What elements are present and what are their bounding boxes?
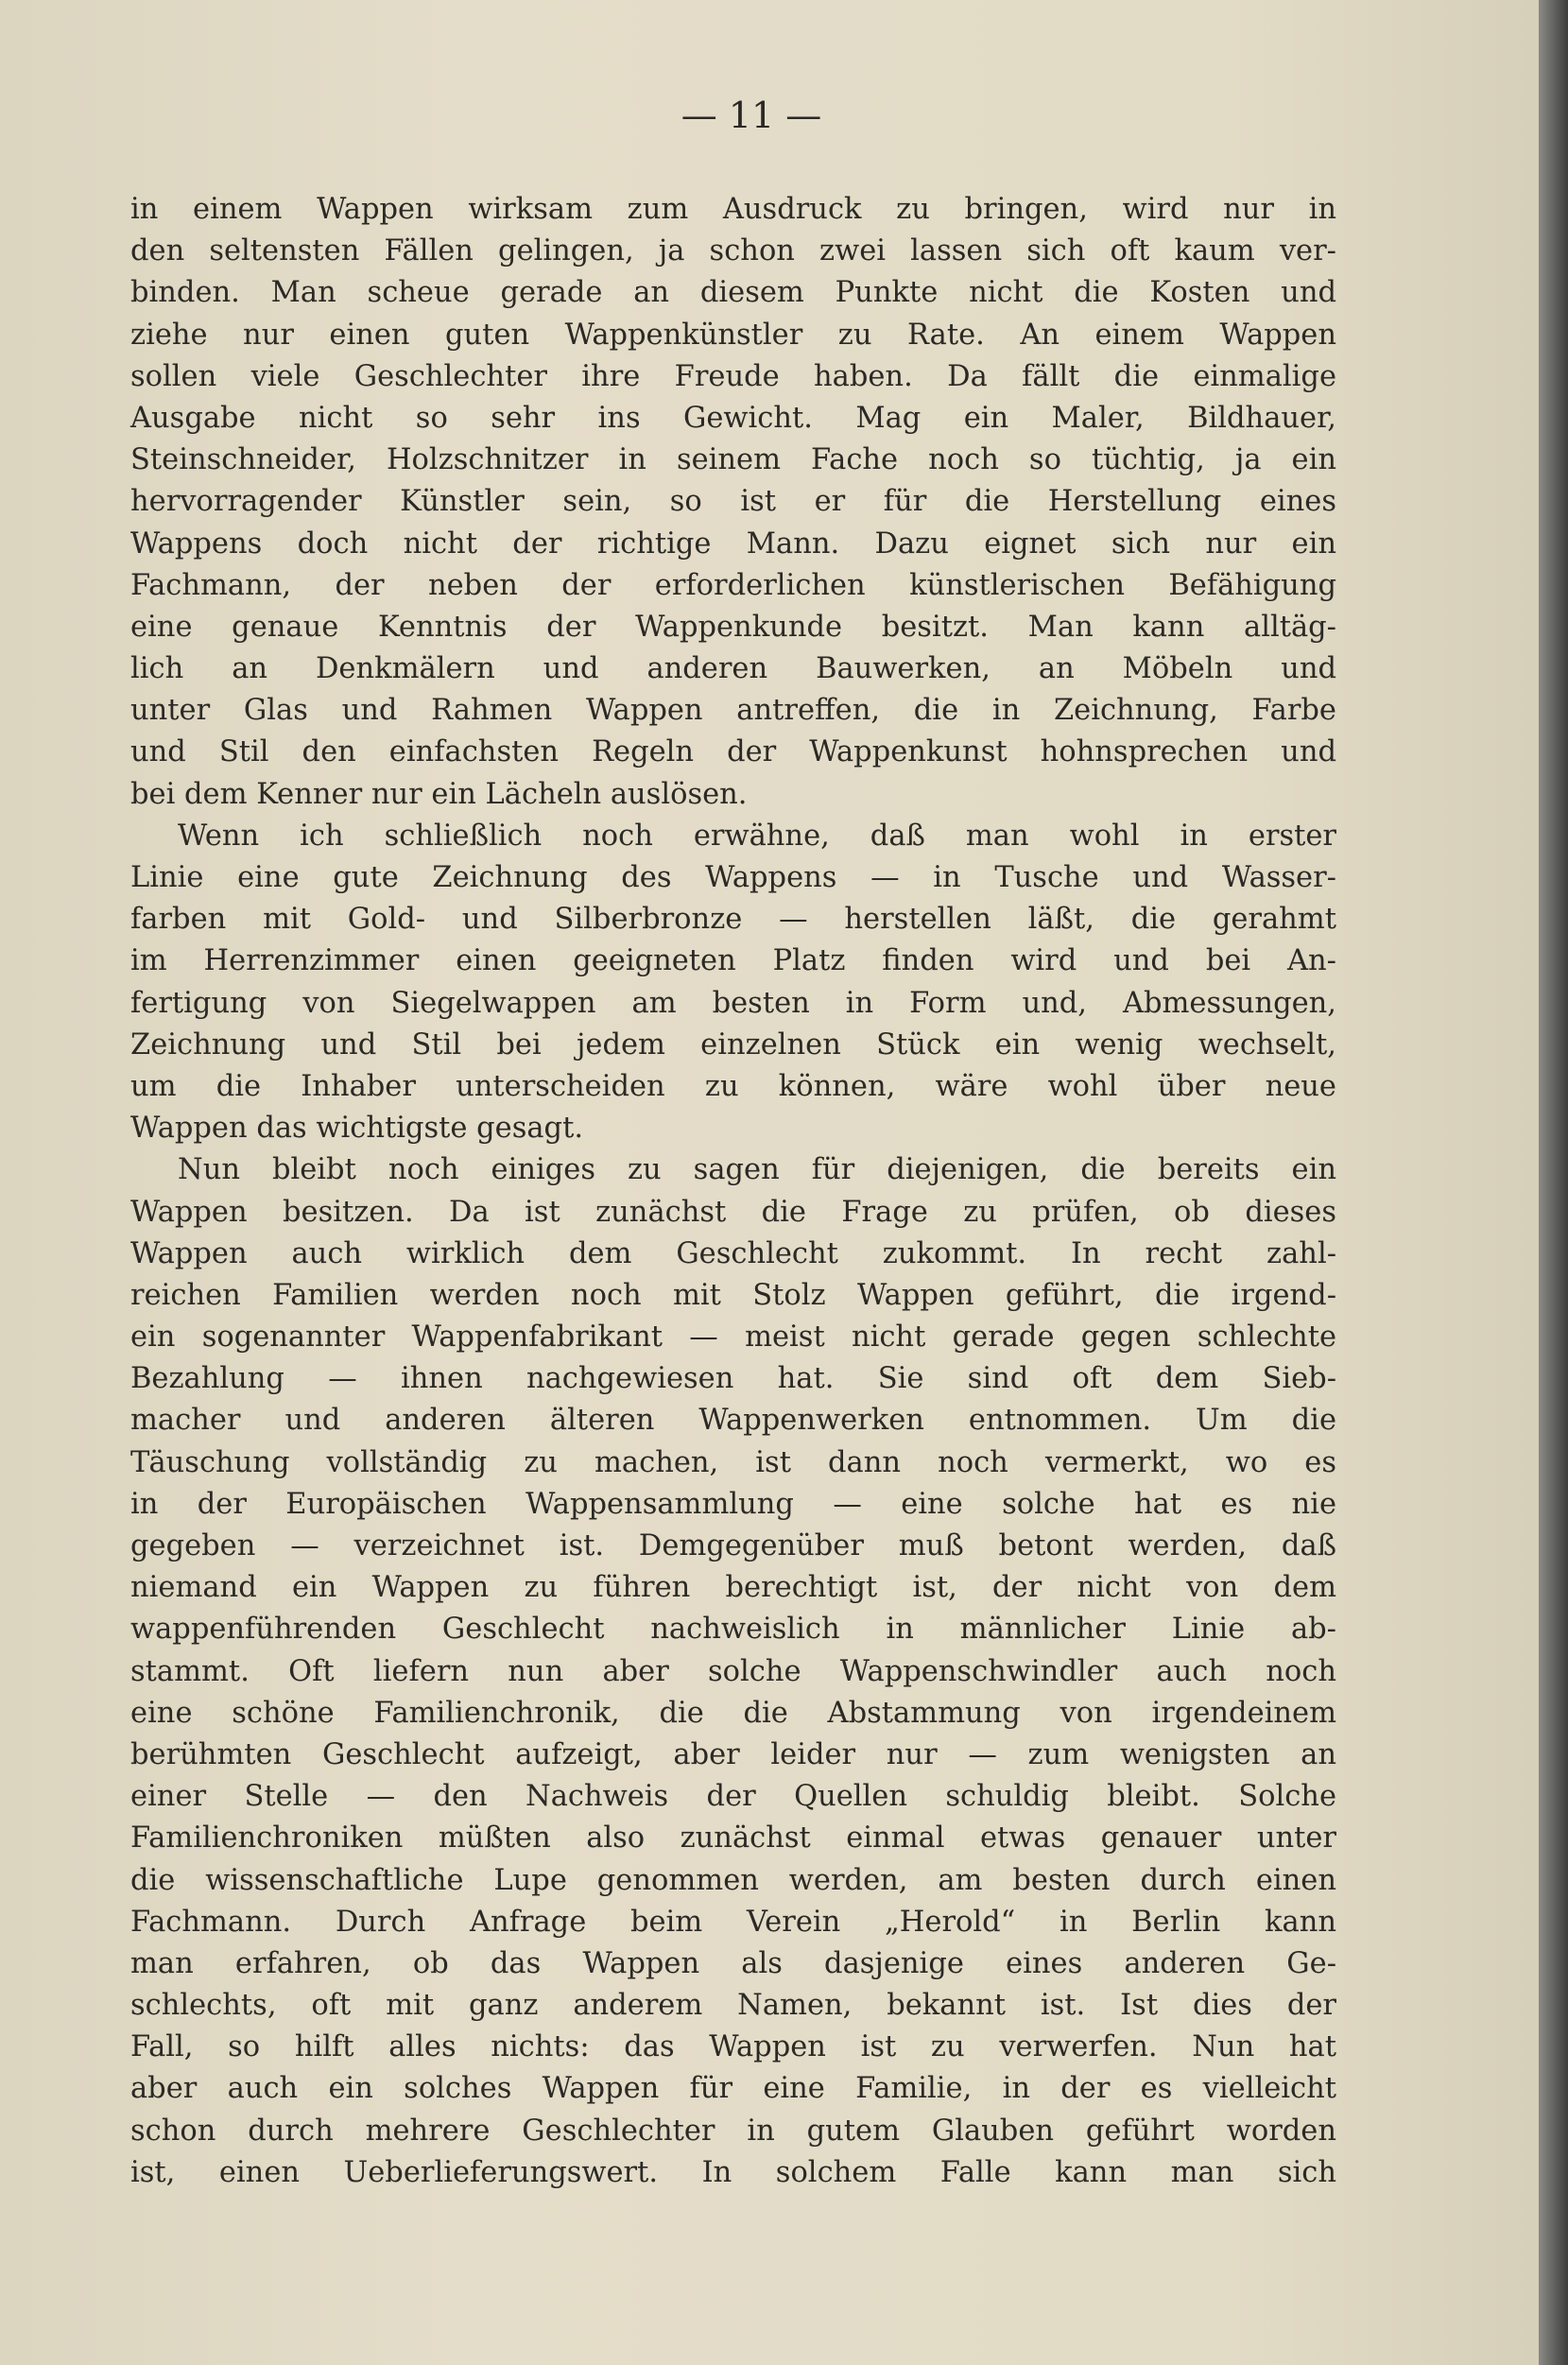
- text-line: Bezahlung — ihnen nachgewiesen hat. Sie sind oft dem Sieb-: [130, 1362, 1336, 1396]
- text-line: Zeichnung und Stil bei jedem einzelnen Stück ein wenig wechselt,: [130, 1027, 1336, 1062]
- text-line: gegeben — verzeichnet ist. Demgegenüber muß betont werden, daß: [130, 1529, 1336, 1562]
- text-line: Wappens doch nicht der richtige Mann. Dazu eignet sich nur ein: [130, 527, 1336, 561]
- text-line: den seltensten Fällen gelingen, ja schon zwei lassen sich oft kaum ver-: [130, 234, 1336, 268]
- text-line: um die Inhaber unterscheiden zu können, wäre wohl über neue: [130, 1069, 1336, 1103]
- text-line: aber auch ein solches Wappen für eine Familie, in der es vielleicht: [130, 2072, 1336, 2106]
- text-line: Ausgabe nicht so sehr ins Gewicht. Mag ein Maler, Bildhauer,: [130, 401, 1336, 435]
- page-edge-shadow: [1539, 0, 1568, 2365]
- text-line: Wenn ich schließlich noch erwähne, daß man wohl in erster: [178, 819, 1336, 853]
- text-line: Familienchroniken müßten also zunächst einmal etwas genauer unter: [130, 1821, 1336, 1856]
- paragraph: [130, 1149, 1336, 2194]
- text-line: Nun bleibt noch einiges zu sagen für diejenigen, die bereits ein: [178, 1153, 1336, 1187]
- text-line: Wappen auch wirklich dem Geschlecht zukommt. In recht zahl-: [130, 1236, 1336, 1270]
- text-line: Wappen das wichtigste gesagt.: [130, 1112, 584, 1146]
- text-line: einer Stelle — den Nachweis der Quellen schuldig bleibt. Solche: [130, 1780, 1336, 1814]
- text-line: Wappen besitzen. Da ist zunächst die Frage zu prüfen, ob dieses: [130, 1195, 1336, 1229]
- text-line: man erfahren, ob das Wappen als dasjenige eines anderen Ge-: [130, 1946, 1336, 1980]
- page-number: — 11 —: [681, 95, 822, 136]
- text-line: hervorragender Künstler sein, so ist er für die Herstellung eines: [130, 485, 1336, 519]
- text-line: Fall, so hilft alles nichts: das Wappen ist zu verwerfen. Nun hat: [130, 2030, 1336, 2064]
- text-line: Fachmann, der neben der erforderlichen künstlerischen Befähigung: [130, 568, 1336, 602]
- text-line: Täuschung vollständig zu machen, ist dann noch vermerkt, wo es: [130, 1445, 1336, 1479]
- text-line: Linie eine gute Zeichnung des Wappens — in Tusche und Wasser-: [130, 861, 1336, 894]
- text-line: macher und anderen älteren Wappenwerken entnommen. Um die: [130, 1404, 1336, 1438]
- text-line: die wissenschaftliche Lupe genommen werden, am besten durch einen: [130, 1863, 1336, 1897]
- text-line: niemand ein Wappen zu führen berechtigt ist, der nicht von dem: [130, 1571, 1336, 1605]
- text-line: binden. Man scheue gerade an diesem Punkte nicht die Kosten und: [130, 276, 1336, 310]
- text-line: ziehe nur einen guten Wappenkünstler zu Rate. An einem Wappen: [130, 318, 1336, 352]
- text-line: berühmten Geschlecht aufzeigt, aber leider nur — zum wenigsten an: [130, 1737, 1336, 1771]
- text-line: schon durch mehrere Geschlechter in gutem Glauben geführt worden: [130, 2114, 1336, 2148]
- paragraph: [130, 816, 1336, 1150]
- body-text: [130, 189, 1336, 2194]
- text-line: farben mit Gold- und Silberbronze — herstellen läßt, die gerahmt: [130, 903, 1336, 937]
- text-line: reichen Familien werden noch mit Stolz Wappen geführt, die irgend-: [130, 1278, 1336, 1312]
- text-line: in der Europäischen Wappensammlung — eine solche hat es nie: [130, 1487, 1336, 1521]
- text-line: schlechts, oft mit ganz anderem Namen, bekannt ist. Ist dies der: [130, 1989, 1336, 2023]
- text-line: eine genaue Kenntnis der Wappenkunde besitzt. Man kann alltäg-: [130, 610, 1336, 644]
- text-line: ist, einen Ueberlieferungswert. In solchem Falle kann man sich: [130, 2155, 1336, 2189]
- text-line: unter Glas und Rahmen Wappen antreffen, die in Zeichnung, Farbe: [130, 694, 1336, 728]
- text-line: in einem Wappen wirksam zum Ausdruck zu bringen, wird nur in: [130, 193, 1336, 226]
- text-line: lich an Denkmälern und anderen Bauwerken, an Möbeln und: [130, 652, 1336, 686]
- text-line: im Herrenzimmer einen geeigneten Platz finden wird und bei An-: [130, 944, 1336, 978]
- text-line: wappenführenden Geschlecht nachweislich in männlicher Linie ab-: [130, 1613, 1336, 1647]
- text-line: und Stil den einfachsten Regeln der Wappenkunst hohnsprechen und: [130, 735, 1336, 769]
- text-line: ein sogenannter Wappenfabrikant — meist nicht gerade gegen schlechte: [130, 1321, 1336, 1355]
- text-line: eine schöne Familienchronik, die die Abstammung von irgendeinem: [130, 1696, 1336, 1730]
- text-line: stammt. Oft liefern nun aber solche Wappenschwindler auch noch: [130, 1654, 1336, 1688]
- text-line: fertigung von Siegelwappen am besten in Form und, Abmessungen,: [130, 986, 1336, 1020]
- text-line: sollen viele Geschlechter ihre Freude haben. Da fällt die einmalige: [130, 359, 1336, 393]
- text-line: Fachmann. Durch Anfrage beim Verein „Herold“ in Berlin kann: [130, 1905, 1336, 1939]
- paragraph: [130, 189, 1336, 816]
- text-line: Steinschneider, Holzschnitzer in seinem Fache noch so tüchtig, ja ein: [130, 443, 1336, 477]
- text-line: bei dem Kenner nur ein Lächeln auslösen.: [130, 777, 748, 811]
